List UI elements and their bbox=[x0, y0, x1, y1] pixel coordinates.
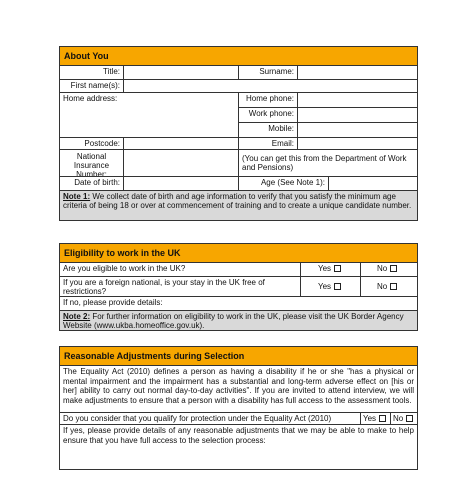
qualify-no-option[interactable] bbox=[390, 413, 417, 424]
eligible-no-option[interactable] bbox=[360, 263, 417, 276]
dob-label: Date of birth: bbox=[74, 178, 120, 187]
note-1-text: We collect date of birth and age information to verify that you satisfy the minimum age criteria of being 18 or over at commencement of training and to create a unique candidate number. bbox=[63, 192, 412, 210]
adjustments-section bbox=[59, 346, 418, 470]
note-2 bbox=[60, 311, 417, 330]
adjustment-details-field[interactable] bbox=[60, 425, 417, 469]
eligible-yes-checkbox[interactable] bbox=[334, 265, 341, 272]
adjustments-header: Reasonable Adjustments during Selection bbox=[60, 347, 417, 366]
eligible-no-label: No bbox=[377, 264, 388, 273]
postcode-label: Postcode: bbox=[84, 139, 120, 148]
foreign-national-question: If you are a foreign national, is your stay in the UK free of restrictions? bbox=[63, 278, 265, 296]
age-field[interactable] bbox=[328, 177, 417, 190]
note-2-title: Note 2: bbox=[63, 312, 91, 321]
eligibility-section bbox=[59, 243, 418, 331]
home-address-label: Home address: bbox=[63, 94, 118, 103]
qualify-question: Do you consider that you qualify for protection under the Equality Act (2010) bbox=[63, 414, 332, 423]
qualify-yes-option[interactable] bbox=[360, 413, 390, 424]
eligible-yes-label: Yes bbox=[318, 264, 332, 273]
work-phone-label: Work phone: bbox=[248, 109, 294, 118]
age-label: Age (See Note 1): bbox=[238, 177, 328, 190]
first-names-field[interactable] bbox=[123, 80, 417, 92]
foreign-no-option[interactable] bbox=[360, 277, 417, 296]
mobile-field[interactable] bbox=[297, 123, 417, 137]
qualify-yes-label: Yes bbox=[363, 414, 377, 423]
title-label: Title: bbox=[102, 67, 120, 76]
about-you-header: About You bbox=[60, 47, 417, 66]
qualify-no-checkbox[interactable] bbox=[406, 415, 413, 422]
ni-number-hint: (You can get this from the Department of Work and Pensions) bbox=[238, 150, 417, 176]
ni-number-label: National Insurance Number: bbox=[73, 152, 110, 176]
eligibility-header: Eligibility to work in the UK bbox=[60, 244, 417, 263]
mobile-label: Mobile: bbox=[268, 124, 294, 133]
about-you-section bbox=[59, 46, 418, 221]
restriction-details-label: If no, please provide details: bbox=[63, 298, 163, 307]
eligible-question: Are you eligible to work in the UK? bbox=[63, 264, 186, 273]
home-phone-label: Home phone: bbox=[245, 94, 294, 103]
adjustment-details-label: If yes, please provide details of any reasonable adjustments that we may be able to make to help ensure that you have full access to the selection process: bbox=[63, 426, 414, 445]
restriction-details-field[interactable] bbox=[60, 297, 417, 311]
qualify-yes-checkbox[interactable] bbox=[379, 415, 386, 422]
note-1-title: Note 1: bbox=[63, 192, 91, 201]
email-label: Email: bbox=[238, 138, 297, 149]
foreign-yes-option[interactable] bbox=[300, 277, 360, 296]
first-names-label: First name(s): bbox=[70, 81, 120, 90]
home-phone-field[interactable] bbox=[297, 93, 417, 107]
title-field[interactable] bbox=[123, 66, 238, 79]
foreign-yes-checkbox[interactable] bbox=[334, 283, 341, 290]
note-2-text: For further information on eligibility to work in the UK, please visit the UK Border Agency Website (www.ukba.homeoffice.gov.uk). bbox=[63, 312, 404, 330]
work-phone-field[interactable] bbox=[297, 108, 417, 122]
equality-act-text: The Equality Act (2010) defines a person as having a disability if he or she "has a physical or mental impairment and the impairment has a substantial and long-term adverse effect on [his or her] ability to carry out normal day-to-day activities". If you are invited to attend interview, we will make adjustments to ensure that a person with a disability has full access to the assessment tools. bbox=[60, 366, 417, 413]
dob-field[interactable] bbox=[123, 177, 238, 190]
qualify-no-label: No bbox=[393, 414, 404, 423]
eligible-no-checkbox[interactable] bbox=[390, 265, 397, 272]
foreign-no-label: No bbox=[377, 282, 388, 291]
note-1 bbox=[60, 191, 417, 220]
email-field[interactable] bbox=[297, 138, 417, 149]
surname-label: Surname: bbox=[238, 66, 297, 79]
eligible-yes-option[interactable] bbox=[300, 263, 360, 276]
surname-field[interactable] bbox=[297, 66, 417, 79]
foreign-no-checkbox[interactable] bbox=[390, 283, 397, 290]
home-address-field[interactable] bbox=[60, 93, 238, 137]
ni-number-field[interactable] bbox=[123, 150, 238, 176]
postcode-field[interactable] bbox=[123, 138, 238, 149]
foreign-yes-label: Yes bbox=[318, 282, 332, 291]
